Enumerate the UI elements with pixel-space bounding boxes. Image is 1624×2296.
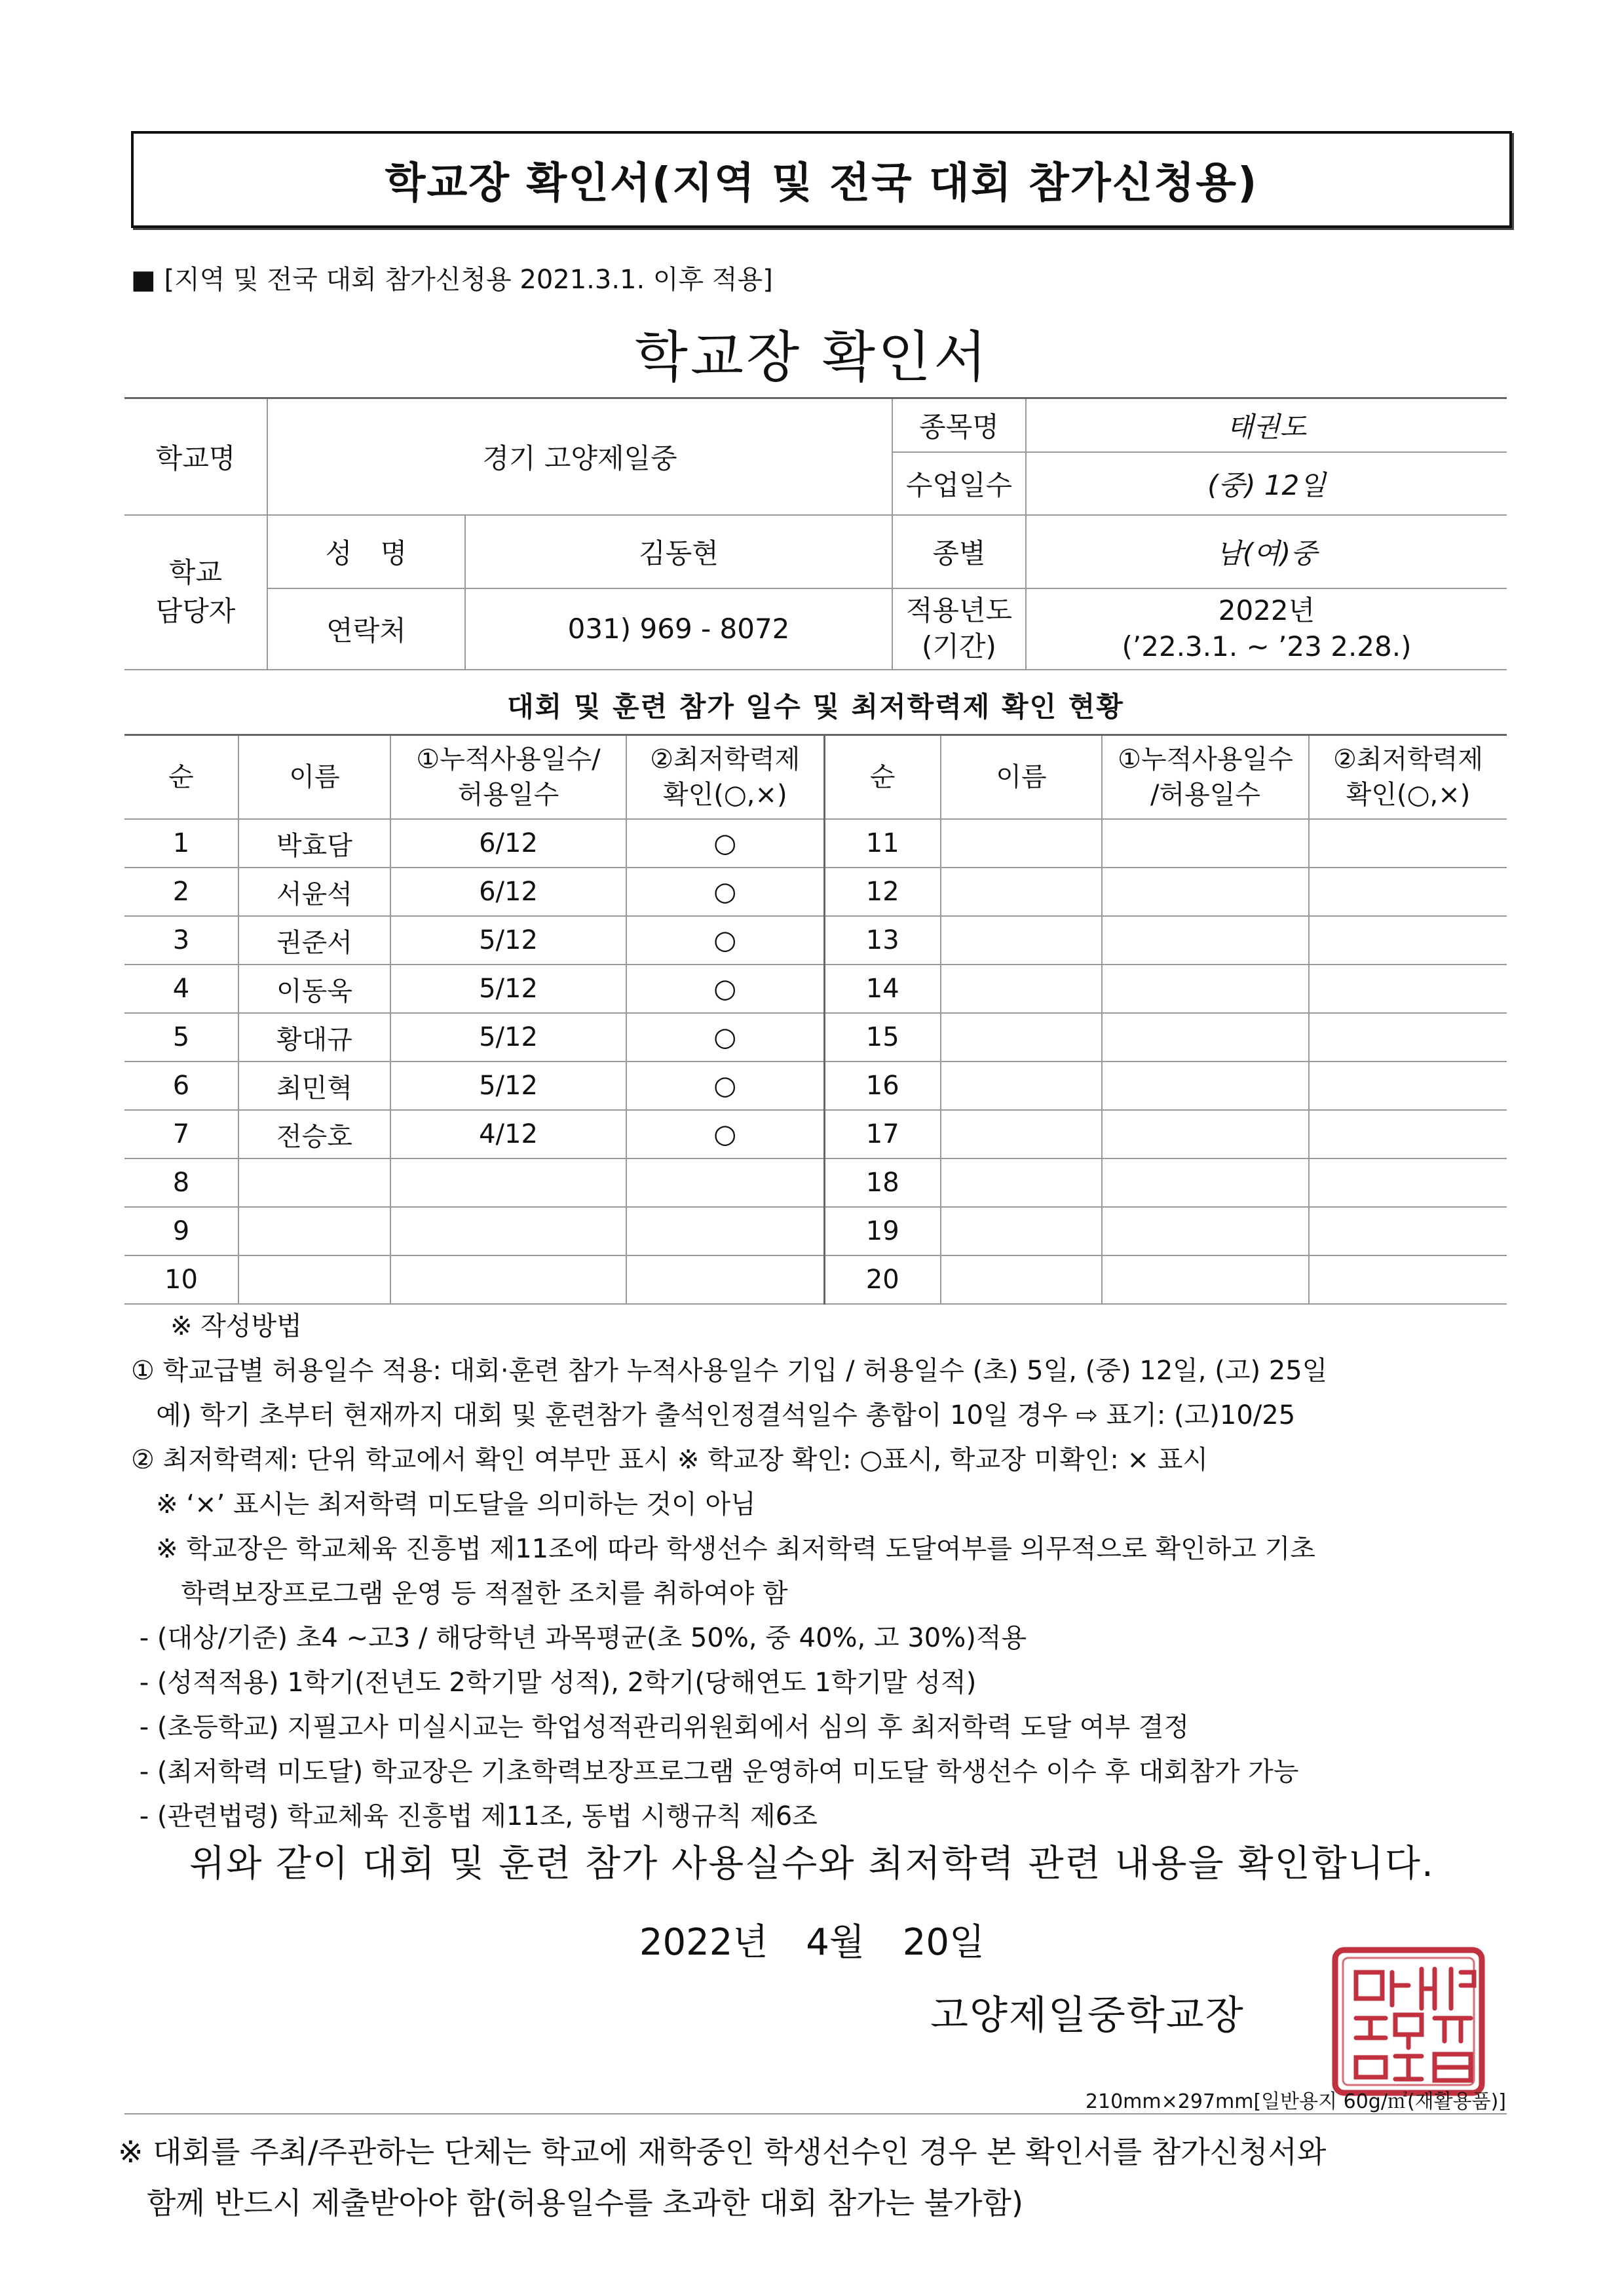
header-cell: 이름 [238, 735, 390, 820]
gender-value: 남(여)중 [1026, 515, 1507, 588]
used-days: 5/12 [390, 916, 626, 965]
form-heading: 학교장 확인서 [634, 325, 990, 389]
manager-label-line1: 학교 [168, 556, 223, 588]
student-name: 황대규 [238, 1013, 390, 1062]
student-name [941, 868, 1102, 916]
student-name [941, 965, 1102, 1013]
min-academic-check [1309, 1255, 1507, 1304]
table-row [124, 1158, 1507, 1207]
row-number: 19 [824, 1207, 941, 1255]
row-number: 12 [824, 868, 941, 916]
header-cell: 이름 [941, 735, 1102, 820]
used-days [1102, 916, 1309, 965]
student-name [941, 1255, 1102, 1304]
instruction-line: ※ 작성방법 [170, 1311, 302, 1341]
min-academic-check [626, 1207, 824, 1255]
used-days [1102, 819, 1309, 868]
row-number: 20 [824, 1255, 941, 1304]
writing-instructions [131, 1304, 1520, 1839]
year-value-line1: 2022년 [1218, 594, 1315, 626]
used-days: 5/12 [390, 1062, 626, 1110]
sport-label: 종목명 [892, 398, 1026, 452]
days-value: (중) 12일 [1026, 452, 1507, 515]
instruction-line: 예) 학기 초부터 현재까지 대회 및 훈련참가 출석인정결석일수 총합이 10일 경우 ⇨ 표기: (고)10/25 [131, 1400, 1296, 1430]
row-number: 2 [124, 868, 238, 916]
status-table [124, 734, 1507, 1305]
subtitle: ■ [지역 및 전국 대회 참가신청용 2021.3.1. 이후 적용] [131, 265, 773, 295]
year-label-line2: (기간) [922, 630, 996, 662]
document-title: 학교장 확인서(지역 및 전국 대회 참가신청용) [385, 159, 1258, 208]
used-days [1102, 965, 1309, 1013]
min-academic-check [1309, 1013, 1507, 1062]
sport-value: 태권도 [1026, 398, 1507, 452]
instruction-line: - (대상/기준) 초4 ~고3 / 해당학년 과목평균(초 50%, 중 40%, 고 30%)적용 [131, 1623, 1027, 1653]
contact-label: 연락처 [267, 588, 465, 670]
row-number: 11 [824, 819, 941, 868]
min-academic-check: ○ [626, 1062, 824, 1110]
min-academic-check [1309, 868, 1507, 916]
row-number: 7 [124, 1110, 238, 1158]
row-number: 6 [124, 1062, 238, 1110]
manager-label-line2: 담당자 [155, 594, 236, 627]
student-name: 이동욱 [238, 965, 390, 1013]
table-row [124, 868, 1507, 916]
signer-title: 고양제일중학교장 [930, 1993, 1245, 2038]
name-label [267, 515, 465, 588]
name-value: 김동현 [465, 515, 892, 588]
used-days [390, 1158, 626, 1207]
instruction-line: - (관련법령) 학교체육 진흥법 제11조, 동법 시행규칙 제6조 [131, 1801, 818, 1831]
min-academic-check [1309, 1207, 1507, 1255]
used-days [1102, 868, 1309, 916]
document-title-box [131, 131, 1512, 228]
school-label: 학교명 [124, 398, 267, 515]
student-name [941, 1110, 1102, 1158]
header-cell: ②최저학력제 확인(○,×) [626, 735, 824, 820]
header-cell: 순 [124, 735, 238, 820]
student-name [941, 916, 1102, 965]
student-name [238, 1158, 390, 1207]
row-number: 15 [824, 1013, 941, 1062]
footer-line: 함께 반드시 제출받아야 함(허용일수를 초과한 대회 참가는 불가함) [118, 2185, 1023, 2221]
signature-date: 2022년 4월 20일 [639, 1921, 985, 1964]
used-days [1102, 1013, 1309, 1062]
used-days [1102, 1062, 1309, 1110]
table-row [124, 1110, 1507, 1158]
instruction-line: 학력보장프로그램 운영 등 적절한 조치를 취하여야 함 [131, 1578, 788, 1609]
table-row [124, 1013, 1507, 1062]
student-name: 전승호 [238, 1110, 390, 1158]
row-number: 3 [124, 916, 238, 965]
status-table-caption: 대회 및 훈련 참가 일수 및 최저학력제 확인 현황 [507, 691, 1124, 723]
table-row [124, 1062, 1507, 1110]
min-academic-check: ○ [626, 819, 824, 868]
gender-label: 종별 [892, 515, 1026, 588]
min-academic-check: ○ [626, 1013, 824, 1062]
school-seal [1330, 1946, 1487, 2097]
table-row [124, 1207, 1507, 1255]
min-academic-check: ○ [626, 868, 824, 916]
used-days: 5/12 [390, 965, 626, 1013]
used-days [390, 1255, 626, 1304]
instruction-line: ※ ‘×’ 표시는 최저학력 미도달을 의미하는 것이 아님 [131, 1489, 756, 1520]
instruction-line: ② 최저학력제: 단위 학교에서 확인 여부만 표시 ※ 학교장 확인: ○표시, 학교장 미확인: × 표시 [131, 1445, 1209, 1475]
min-academic-check [1309, 1062, 1507, 1110]
student-name [941, 1013, 1102, 1062]
min-academic-check [1309, 916, 1507, 965]
table-row [124, 819, 1507, 868]
min-academic-check [1309, 1158, 1507, 1207]
table-row [124, 916, 1507, 965]
confirmation-statement: 위와 같이 대회 및 훈련 참가 사용실수와 최저학력 관련 내용을 확인합니다. [189, 1843, 1435, 1885]
used-days: 6/12 [390, 868, 626, 916]
min-academic-check: ○ [626, 965, 824, 1013]
student-name: 박효담 [238, 819, 390, 868]
row-number: 9 [124, 1207, 238, 1255]
row-number: 14 [824, 965, 941, 1013]
student-name: 권준서 [238, 916, 390, 965]
row-number: 17 [824, 1110, 941, 1158]
used-days [1102, 1110, 1309, 1158]
year-label-line1: 적용년도 [905, 594, 1013, 626]
table-row [124, 965, 1507, 1013]
min-academic-check [626, 1158, 824, 1207]
year-value-line2: (’22.3.1. ~ ’23 2.28.) [1122, 630, 1412, 662]
student-name [238, 1207, 390, 1255]
row-number: 8 [124, 1158, 238, 1207]
row-number: 10 [124, 1255, 238, 1304]
contact-value: 031) 969 - 8072 [465, 588, 892, 670]
year-value [1026, 588, 1507, 670]
instruction-line: - (최저학력 미도달) 학교장은 기초학력보장프로그램 운영하여 미도달 학생선수 이수 후 대회참가 가능 [131, 1757, 1299, 1787]
header-cell: 순 [824, 735, 941, 820]
used-days: 4/12 [390, 1110, 626, 1158]
paper-spec: 210mm×297mm[일반용지 60g/㎡(재활용품)] [1085, 2090, 1506, 2113]
min-academic-check [626, 1255, 824, 1304]
min-academic-check [1309, 1110, 1507, 1158]
school-value: 경기 고양제일중 [267, 398, 892, 515]
table-row [124, 1255, 1507, 1304]
row-number: 18 [824, 1158, 941, 1207]
min-academic-check [1309, 819, 1507, 868]
used-days: 5/12 [390, 1013, 626, 1062]
used-days [1102, 1255, 1309, 1304]
row-number: 4 [124, 965, 238, 1013]
used-days [1102, 1158, 1309, 1207]
row-number: 5 [124, 1013, 238, 1062]
divider [124, 2113, 1507, 2114]
header-cell: ①누적사용일수 /허용일수 [1102, 735, 1309, 820]
student-name: 최민혁 [238, 1062, 390, 1110]
footer-line: ※ 대회를 주최/주관하는 단체는 학교에 재학중인 학생선수인 경우 본 확인서를 참가신청서와 [118, 2134, 1327, 2170]
instruction-line: ※ 학교장은 학교체육 진흥법 제11조에 따라 학생선수 최저학력 도달여부를 의무적으로 확인하고 기초 [131, 1534, 1316, 1564]
manager-label [124, 515, 267, 670]
instruction-line: - (성적적용) 1학기(전년도 2학기말 성적), 2학기(당해연도 1학기말 성적) [131, 1668, 977, 1698]
instruction-line: - (초등학교) 지필고사 미실시교는 학업성적관리위원회에서 심의 후 최저학력 도달 여부 결정 [131, 1712, 1190, 1742]
student-name [941, 819, 1102, 868]
header-cell: ①누적사용일수/ 허용일수 [390, 735, 626, 820]
min-academic-check: ○ [626, 1110, 824, 1158]
days-label: 수업일수 [892, 452, 1026, 515]
student-name: 서윤석 [238, 868, 390, 916]
header-cell: ②최저학력제 확인(○,×) [1309, 735, 1507, 820]
student-name [941, 1158, 1102, 1207]
footer-note [118, 2126, 1533, 2229]
min-academic-check: ○ [626, 916, 824, 965]
school-info-table [124, 397, 1507, 670]
used-days [1102, 1207, 1309, 1255]
row-number: 13 [824, 916, 941, 965]
year-label [892, 588, 1026, 670]
student-name [238, 1255, 390, 1304]
min-academic-check [1309, 965, 1507, 1013]
used-days: 6/12 [390, 819, 626, 868]
student-name [941, 1207, 1102, 1255]
table-header-row [124, 735, 1507, 820]
row-number: 1 [124, 819, 238, 868]
used-days [390, 1207, 626, 1255]
name-label-text: 성 명 [325, 537, 407, 569]
row-number: 16 [824, 1062, 941, 1110]
student-name [941, 1062, 1102, 1110]
instruction-line: ① 학교급별 허용일수 적용: 대회·훈련 참가 누적사용일수 기입 / 허용일수 (초) 5일, (중) 12일, (고) 25일 [131, 1356, 1328, 1386]
